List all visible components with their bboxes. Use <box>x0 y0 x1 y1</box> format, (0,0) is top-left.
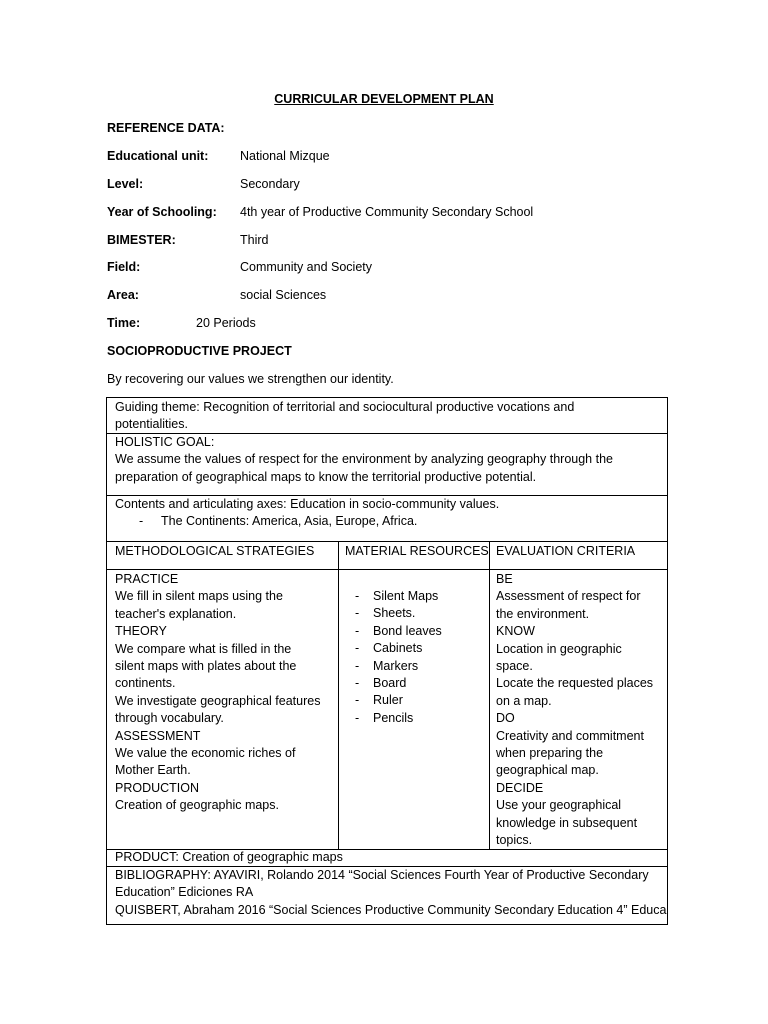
criteria-line: knowledge in subsequent <box>496 815 638 830</box>
material-item: - Pencils <box>345 710 442 727</box>
criteria-line: on a map. <box>496 693 552 708</box>
guiding-theme-line: potentialities. <box>115 417 188 432</box>
bibliography-line: QUISBERT, Abraham 2016 “Social Sciences Productive Community Secondary Education 4” Educa <box>115 902 667 917</box>
product-cell: PRODUCT: Creation of geographic maps <box>115 850 343 864</box>
year-of-schooling-value: 4th year of Productive Community Secondary School <box>240 205 534 219</box>
criteria-cell <box>496 571 653 850</box>
material-item: - Ruler <box>345 692 442 709</box>
criteria-line: Location in geographic <box>496 641 622 656</box>
header-methodological-strategies: METHODOLOGICAL STRATEGIES <box>115 544 315 558</box>
table-column-rule <box>489 541 490 849</box>
materials-list <box>345 588 442 727</box>
contents-list-item: - The Continents: America, Asia, Europe, Africa. <box>115 513 499 530</box>
header-evaluation-criteria: EVALUATION CRITERIA <box>496 544 636 558</box>
materials-cell <box>345 588 442 727</box>
holistic-goal-cell <box>115 434 613 486</box>
strategy-line: THEORY <box>115 624 167 639</box>
level-value: Secondary <box>240 177 300 191</box>
area-label: Area: <box>107 288 139 302</box>
strategy-line: ASSESSMENT <box>115 728 201 743</box>
table-column-rule <box>338 541 339 849</box>
strategy-line: We compare what is filled in the <box>115 641 292 656</box>
project-text: By recovering our values we strengthen our identity. <box>107 372 394 386</box>
material-item: - Board <box>345 675 442 692</box>
criteria-line: Locate the requested places <box>496 676 654 691</box>
guiding-theme-cell <box>115 399 574 434</box>
strategy-line: continents. <box>115 676 176 691</box>
table-rule <box>107 541 667 542</box>
time-value: 20 Periods <box>196 316 256 330</box>
bibliography-line: BIBLIOGRAPHY: AYAVIRI, Rolando 2014 “Social Sciences Fourth Year of Productive Secondary <box>115 868 649 882</box>
criteria-line: DO <box>496 711 515 726</box>
document-title: CURRICULAR DEVELOPMENT PLAN <box>274 92 494 106</box>
criteria-line: topics. <box>496 833 533 848</box>
educational-unit-value: National Mizque <box>240 149 330 163</box>
material-item: - Bond leaves <box>345 623 442 640</box>
strategy-line: We fill in silent maps using the <box>115 589 283 604</box>
material-item: - Silent Maps <box>345 588 442 605</box>
educational-unit-label: Educational unit: <box>107 149 209 163</box>
bibliography-cell <box>115 867 666 919</box>
criteria-line: Creativity and commitment <box>496 728 644 743</box>
year-of-schooling-label: Year of Schooling: <box>107 205 217 219</box>
material-item: - Cabinets <box>345 640 442 657</box>
criteria-line: Assessment of respect for <box>496 589 641 604</box>
material-item: - Sheets. <box>345 605 442 622</box>
level-label: Level: <box>107 177 144 191</box>
strategy-line: through vocabulary. <box>115 711 224 726</box>
criteria-line: Use your geographical <box>496 798 622 813</box>
bimester-label: BIMESTER: <box>107 233 176 247</box>
project-heading: SOCIOPRODUCTIVE PROJECT <box>107 344 292 358</box>
criteria-line: DECIDE <box>496 780 544 795</box>
criteria-line: geographical map. <box>496 763 599 778</box>
header-material-resources: MATERIAL RESOURCES <box>345 544 489 558</box>
plan-table <box>106 397 668 925</box>
strategy-line: Creation of geographic maps. <box>115 798 279 813</box>
contents-cell <box>115 496 499 531</box>
time-label: Time: <box>107 316 141 330</box>
strategy-line: teacher's explanation. <box>115 606 237 621</box>
area-value: social Sciences <box>240 288 327 302</box>
guiding-theme-line: Guiding theme: Recognition of territorial and sociocultural productive vocations and <box>115 400 575 414</box>
strategies-cell <box>115 571 320 815</box>
reference-heading: REFERENCE DATA: <box>107 121 225 135</box>
bimester-value: Third <box>240 233 269 247</box>
criteria-line: KNOW <box>496 624 535 639</box>
criteria-line: BE <box>496 572 513 586</box>
bibliography-line: Education” Ediciones RA <box>115 885 254 900</box>
strategy-line: We value the economic riches of <box>115 746 296 761</box>
field-value: Community and Society <box>240 260 373 274</box>
criteria-line: the environment. <box>496 606 590 621</box>
criteria-line: space. <box>496 659 533 674</box>
holistic-goal-line: preparation of geographical maps to know the territorial productive potential. <box>115 469 537 484</box>
table-rule <box>107 569 667 570</box>
strategy-line: PRACTICE <box>115 572 179 586</box>
strategy-line: We investigate geographical features <box>115 693 321 708</box>
material-item: - Markers <box>345 658 442 675</box>
strategy-line: Mother Earth. <box>115 763 191 778</box>
contents-line: Contents and articulating axes: Education in socio-community values. <box>115 497 500 511</box>
field-label: Field: <box>107 260 141 274</box>
holistic-goal-heading: HOLISTIC GOAL: <box>115 435 215 449</box>
criteria-line: when preparing the <box>496 746 604 761</box>
strategy-line: PRODUCTION <box>115 780 200 795</box>
strategy-line: silent maps with plates about the <box>115 659 297 674</box>
holistic-goal-line: We assume the values of respect for the environment by analyzing geography through the <box>115 452 613 467</box>
